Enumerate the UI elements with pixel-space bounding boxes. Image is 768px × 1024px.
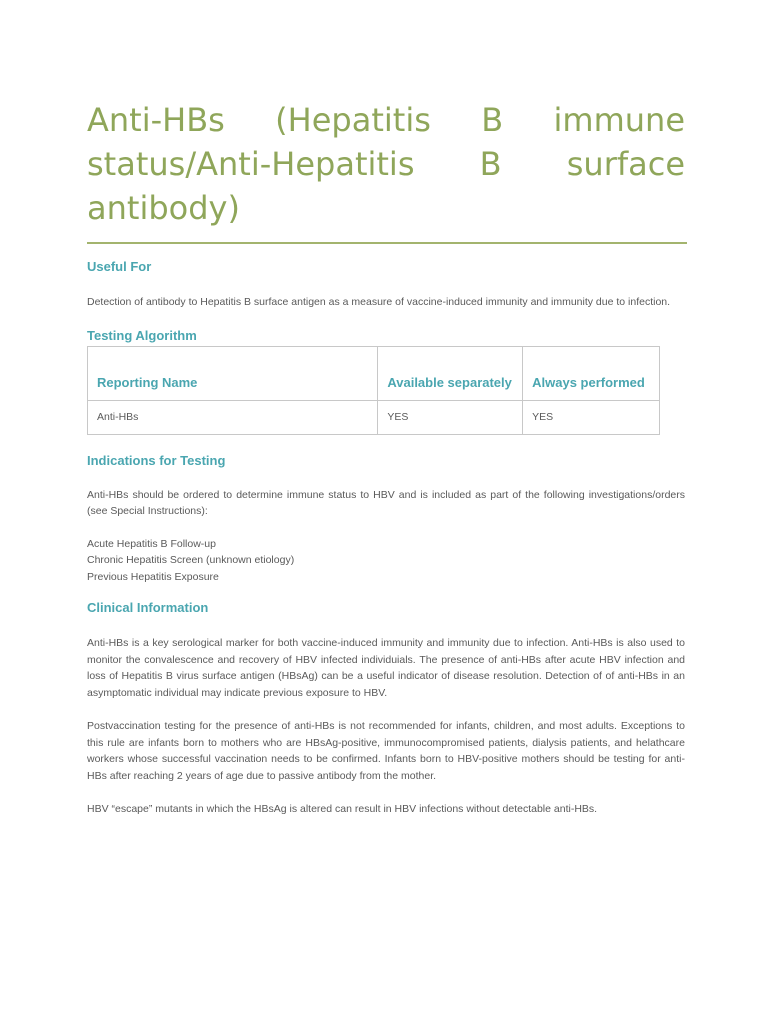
clinical-paragraph: Anti-HBs is a key serological marker for both vaccine-induced immunity and immunity due to infection. Anti-HBs is also used to monitor the convalescence and recovery of HBV infected individuials. The presence of anti-HBs after acute HBV infection and loss of Hepatitis B virus surface antigen (HBsAg) can be a useful indicator of disease resolution. Detection of of anti-HBs in an asymptomatic individual may indicate previous exposure to HBV.	[87, 637, 685, 699]
clinical-information-heading: Clinical Information	[87, 600, 209, 615]
table-header-row	[88, 346, 660, 400]
list-item: Previous Hepatitis Exposure	[87, 570, 219, 583]
table-cell: Anti-HBs	[88, 400, 378, 434]
clinical-paragraph: HBV “escape” mutants in which the HBsAg is altered can result in HBV infections without detectable anti-HBs.	[87, 803, 598, 815]
useful-for-text: Detection of antibody to Hepatitis B surface antigen as a measure of vaccine-induced immunity and immunity due to infection.	[87, 296, 671, 308]
list-item: Acute Hepatitis B Follow-up	[87, 537, 216, 550]
useful-for-heading: Useful For	[87, 259, 152, 274]
column-header-available-separately: Available separately	[378, 346, 523, 400]
column-header-always-performed: Always performed	[523, 346, 660, 400]
list-item: Chronic Hepatitis Screen (unknown etiology)	[87, 554, 295, 566]
testing-algorithm-table	[87, 346, 660, 435]
document-page	[87, 98, 685, 818]
testing-algorithm-heading: Testing Algorithm	[87, 327, 197, 343]
title-divider	[87, 242, 687, 244]
indications-heading: Indications for Testing	[87, 452, 226, 468]
table-cell: YES	[378, 400, 523, 434]
document-title: Anti-HBs (Hepatitis B immune status/Anti-Hepatitis B surface antibody)	[87, 101, 685, 227]
indications-list	[87, 536, 685, 586]
clinical-paragraph: Postvaccination testing for the presence of anti-HBs is not recommended for infants, children, and most adults. Exceptions to this rule are infants born to mothers who are HBsAg-positive, immunocompromised patients, dialysis patients, and helathcare workers whose successful vaccination needs to be confirmed. Infants born to HBV-positive mothers should be testing for anti-HBs after reaching 2 years of age due to passive antibody from the mother.	[87, 720, 685, 782]
column-header-reporting-name: Reporting Name	[88, 346, 378, 400]
table-cell: YES	[523, 400, 660, 434]
table-row	[88, 400, 660, 434]
indications-text: Anti-HBs should be ordered to determine immune status to HBV and is included as part of the following investigations/orders (see Special Instructions):	[87, 488, 685, 517]
